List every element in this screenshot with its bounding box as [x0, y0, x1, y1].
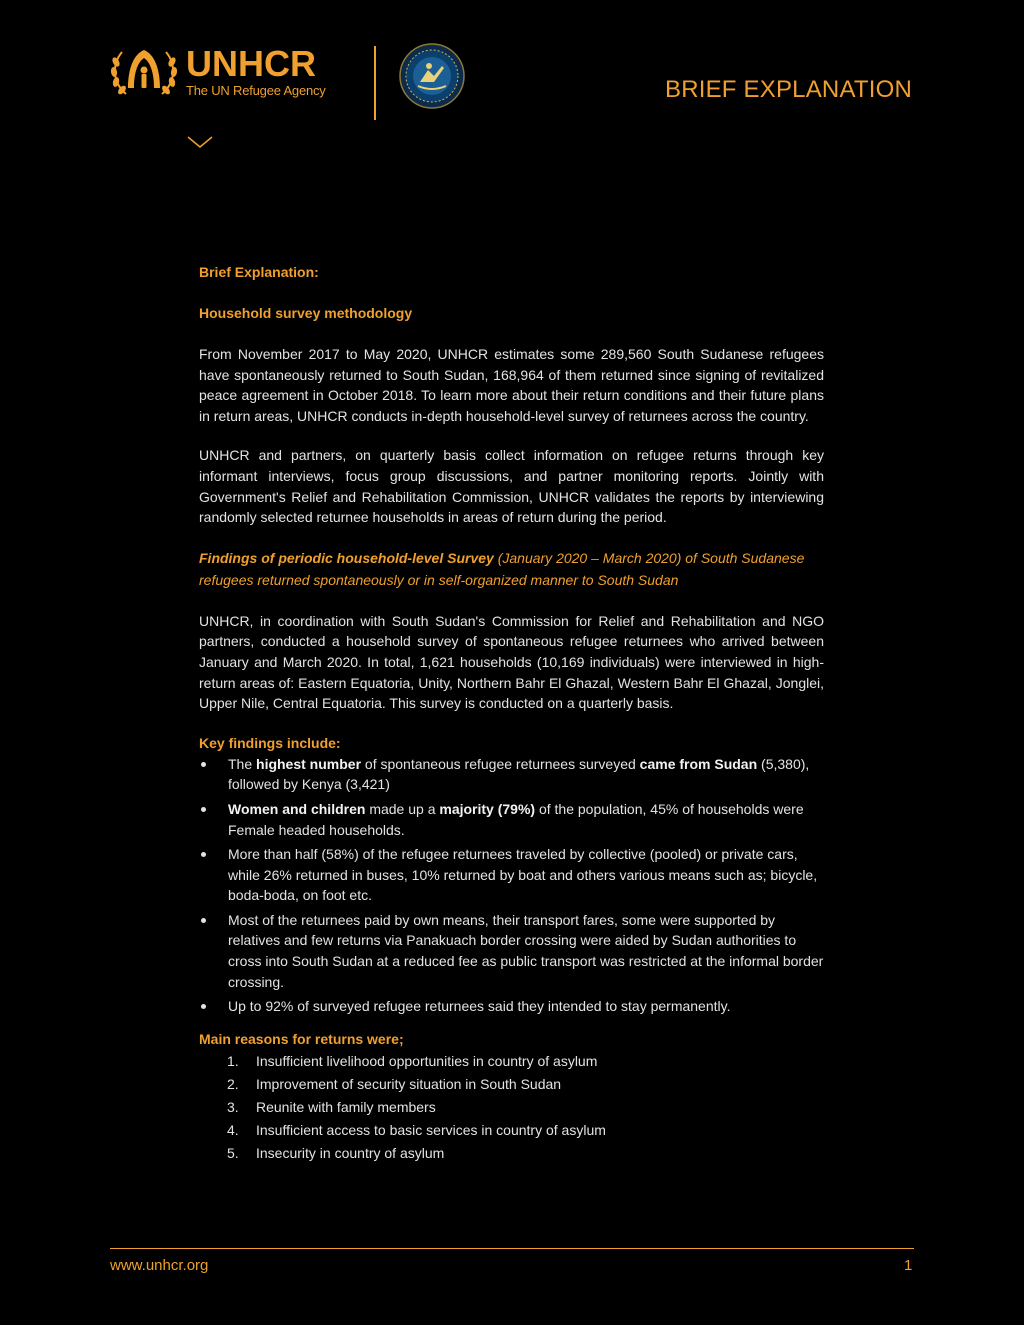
- findings-heading: [199, 547, 824, 591]
- list-item-text: Insufficient access to basic services in country of asylum: [256, 1121, 606, 1138]
- list-item: [199, 1142, 824, 1165]
- list-item: [199, 844, 824, 906]
- list-number: 4.: [227, 1121, 239, 1138]
- heading-main-reasons: Main reasons for returns were;: [199, 1030, 404, 1047]
- list-number: 2.: [227, 1075, 239, 1092]
- text-run: of spontaneous refugee returnees surveyed: [361, 755, 640, 772]
- heading-survey-methodology: Household survey methodology: [199, 305, 413, 321]
- chevron-down-icon: [186, 134, 214, 150]
- text-run-bold: majority (79%): [439, 800, 536, 817]
- findings-heading-rest: (January 2020 – March 2020) of South Sudanese refugees returned spontaneously or in self-organized manner to South Sudan: [199, 549, 805, 588]
- bullet-icon: [201, 852, 206, 857]
- list-item: [199, 1073, 824, 1096]
- list-item-text: Improvement of security situation in South Sudan: [256, 1075, 562, 1092]
- text-run: Up to 92% of surveyed refugee returnees said they intended to stay permanently.: [228, 998, 731, 1015]
- text-run: of the population, 45% of households were Female headed households.: [228, 800, 804, 838]
- list-item: [199, 754, 824, 795]
- reasons-list: [199, 1050, 824, 1165]
- text-run-bold: Women and children: [228, 800, 366, 817]
- paragraph-data-collection: UNHCR and partners, on quarterly basis collect information on refugee returns through key informant interviews, focus group discussions, and partner monitoring reports. Jointly with Government's Relief and Rehabilitation Commission, UNHCR validates the reports by interviewing randomly selected returnee households in areas of return during the period.: [199, 447, 824, 526]
- unhcr-laurel-emblem-icon: [108, 44, 180, 100]
- list-item: [199, 1050, 824, 1073]
- bullet-icon: [201, 918, 206, 923]
- bullet-icon: [201, 762, 206, 767]
- page-header: [0, 0, 1024, 160]
- list-item: [199, 1096, 824, 1119]
- list-item-text: Reunite with family members: [256, 1098, 436, 1115]
- text-run: made up a: [365, 800, 440, 817]
- list-item: [199, 996, 824, 1017]
- bullet-icon: [201, 807, 206, 812]
- brand-name: UNHCR: [186, 43, 316, 84]
- text-run: Most of the returnees paid by own means, their transport fares, some were supported by relatives and few returns via Panakuach border crossing were aided by Sudan authorities to cross into South Sudan at a reduced fee as public transport was restricted at the informal border crossing.: [228, 911, 824, 990]
- paragraph-survey-scope: UNHCR, in coordination with South Sudan's Commission for Relief and Rehabilitation and NGO partners, conducted a household survey of spontaneous refugee returnees who arrived between January and March 2020. In total, 1,621 households (10,169 individuals) were interviewed in high-return areas of: Eastern Equatoria, Unity, Northern Bahr El Ghazal, Western Bahr El Ghazal, Jonglei, Upper Nile, Central Equatoria. This survey is conducted on a quarterly basis.: [199, 612, 824, 712]
- partner-seal-icon: [398, 42, 466, 110]
- footer-divider: [110, 1248, 914, 1249]
- heading-key-findings: Key findings include:: [199, 734, 341, 751]
- list-item: [199, 1119, 824, 1142]
- text-run-bold: came from Sudan: [639, 755, 758, 772]
- text-run: More than half (58%) of the refugee returnees traveled by collective (pooled) or private cars, while 26% returned in buses, 10% returned by boat and others various means such as; bicycle, boda-boda, on foot etc.: [228, 846, 818, 904]
- footer-website-link[interactable]: www.unhcr.org: [110, 1257, 209, 1274]
- text-run: (5,380), followed by Kenya (3,421): [228, 755, 810, 793]
- list-number: 3.: [227, 1098, 239, 1115]
- paragraph-returns-overview: From November 2017 to May 2020, UNHCR estimates some 289,560 South Sudanese refugees have spontaneously returned to South Sudan, 168,964 of them returned since signing of revitalized peace agreement in October 2018. To learn more about their return conditions and their future plans in return areas, UNHCR conducts in-depth household-level survey of returnees across the country.: [199, 346, 824, 424]
- list-number: 5.: [227, 1144, 239, 1161]
- document-body: [199, 262, 824, 1165]
- list-item: [199, 799, 824, 840]
- page-title: BRIEF EXPLANATION: [664, 76, 912, 103]
- text-run-bold: highest number: [256, 755, 362, 772]
- list-number: 1.: [227, 1052, 239, 1069]
- key-findings-list: [199, 754, 824, 1017]
- findings-heading-bold: Findings of periodic household-level Survey: [199, 549, 494, 566]
- header-divider: [374, 46, 376, 120]
- text-run: The: [228, 755, 257, 772]
- list-item-text: Insecurity in country of asylum: [256, 1144, 445, 1161]
- brand-block: [186, 43, 326, 99]
- page-number: 1: [904, 1257, 913, 1274]
- brand-tagline: The UN Refugee Agency: [186, 83, 326, 98]
- heading-brief-explanation: Brief Explanation:: [199, 264, 319, 280]
- list-item-text: Insufficient livelihood opportunities in country of asylum: [256, 1052, 598, 1069]
- bullet-icon: [201, 1004, 206, 1009]
- list-item: [199, 910, 824, 992]
